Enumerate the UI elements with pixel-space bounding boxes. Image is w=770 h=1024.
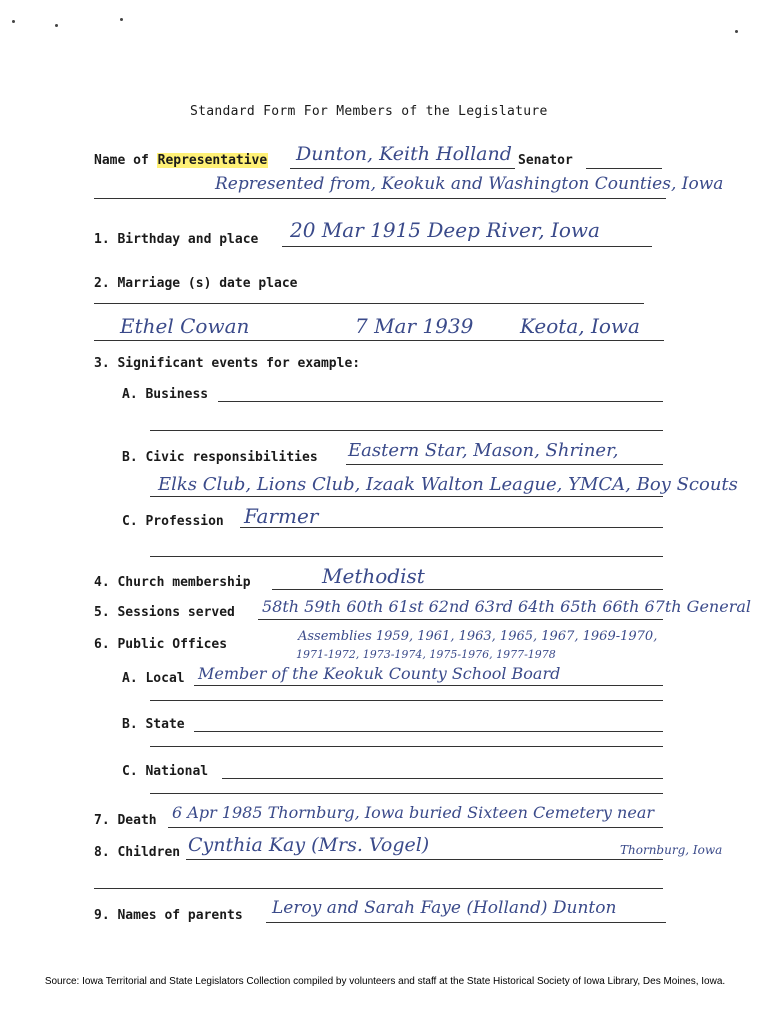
name-label-prefix: Name of [94, 153, 149, 168]
state-label: B. State [122, 717, 185, 732]
offices-value-2: 1971-1972, 1973-1974, 1975-1976, 1977-1978 [296, 648, 556, 661]
church-label: 4. Church membership [94, 575, 251, 590]
local-label: A. Local [122, 671, 185, 686]
scan-speck [55, 24, 58, 27]
marriage-place: Keota, Iowa [520, 314, 640, 338]
business-label: A. Business [122, 387, 209, 402]
marriage-name: Ethel Cowan [120, 314, 250, 338]
profession-label: C. Profession [122, 514, 224, 529]
children-label: 8. Children [94, 845, 181, 860]
profession-value: Farmer [244, 504, 319, 528]
children-value: Cynthia Kay (Mrs. Vogel) [188, 834, 430, 856]
local-value: Member of the Keokuk County School Board [198, 664, 561, 683]
civic-label: B. Civic responsibilities [122, 450, 318, 465]
offices-label: 6. Public Offices [94, 637, 228, 652]
sessions-label: 5. Sessions served [94, 605, 235, 620]
offices-value-1: Assemblies 1959, 1961, 1963, 1965, 1967, 1969-1970, [298, 629, 658, 644]
events-label: 3. Significant events for example: [94, 356, 361, 371]
civic-value-1: Eastern Star, Mason, Shriner, [348, 440, 619, 461]
parents-value: Leroy and Sarah Faye (Holland) Dunton [272, 898, 617, 918]
national-label: C. National [122, 764, 209, 779]
parents-label: 9. Names of parents [94, 908, 243, 923]
death-label: 7. Death [94, 813, 157, 828]
name-value: Dunton, Keith Holland [296, 143, 512, 165]
sessions-value: 58th 59th 60th 61st 62nd 63rd 64th 65th 66th 67th General [262, 597, 751, 616]
scan-speck [735, 30, 738, 33]
birthday-label: 1. Birthday and place [94, 232, 259, 247]
marriage-date: 7 Mar 1939 [355, 314, 474, 338]
church-value: Methodist [322, 564, 425, 588]
scan-speck [120, 18, 123, 21]
children-note: Thornburg, Iowa [620, 843, 723, 857]
senator-label: Senator [518, 153, 573, 168]
name-label [94, 153, 268, 168]
represented-value: Represented from, Keokuk and Washington Counties, Iowa [215, 174, 724, 194]
representative-label: Representative [157, 153, 268, 168]
birthday-value: 20 Mar 1915 Deep River, Iowa [290, 218, 600, 242]
form-title: Standard Form For Members of the Legislature [190, 104, 548, 119]
marriage-label: 2. Marriage (s) date place [94, 276, 298, 291]
scan-speck [12, 20, 15, 23]
civic-value-2: Elks Club, Lions Club, Izaak Walton League, YMCA, Boy Scouts [158, 474, 738, 495]
source-caption: Source: Iowa Territorial and State Legislators Collection compiled by volunteers and staff at the State Historical Society of Iowa Library, Des Moines, Iowa. [44, 976, 726, 987]
death-value: 6 Apr 1985 Thornburg, Iowa buried Sixteen Cemetery near [172, 803, 654, 822]
